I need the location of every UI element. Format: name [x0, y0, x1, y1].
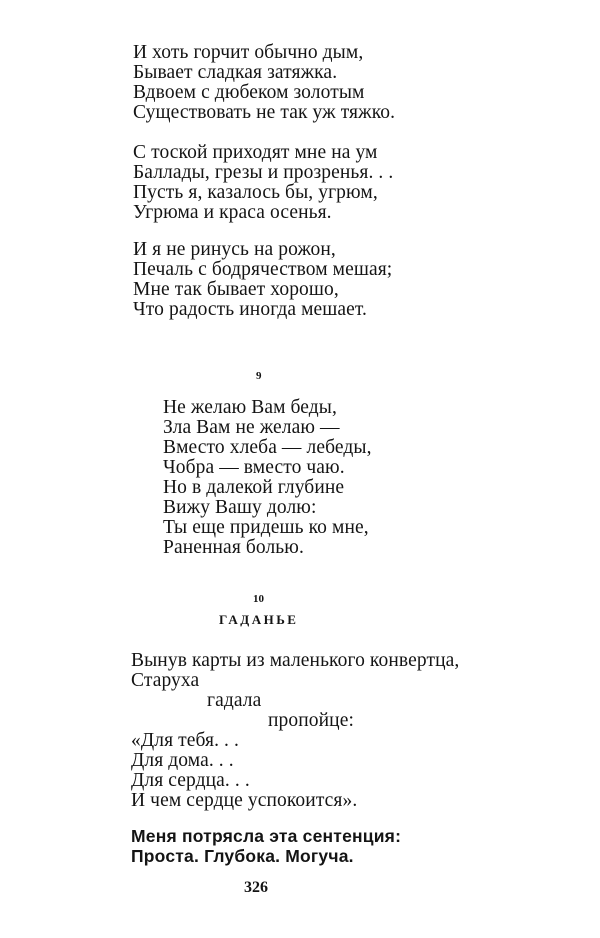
- poem-line: Старуха: [131, 670, 200, 691]
- poem-line: пропойце:: [268, 710, 354, 731]
- poem-line: Вместо хлеба — лебеды,: [163, 437, 372, 458]
- poem-line: Бывает сладкая затяжка.: [133, 62, 338, 83]
- poem-line: Вынув карты из маленького конвертца,: [131, 650, 460, 671]
- poem-line: Чобра — вместо чаю.: [163, 457, 345, 478]
- poem-line: И чем сердце успокоится».: [131, 790, 358, 811]
- poem-line: И хоть горчит обычно дым,: [133, 42, 364, 63]
- poem-line: Печаль с бодрячеством мешая;: [133, 259, 393, 280]
- poem-number: 10: [253, 593, 264, 605]
- poem-line: Не желаю Вам беды,: [163, 397, 337, 418]
- poem-line: Что радость иногда мешает.: [133, 299, 368, 320]
- poem-line: Мне так бывает хорошо,: [133, 279, 339, 300]
- poem-line: Баллады, грезы и прозренья. . .: [133, 162, 394, 183]
- poem-line: Но в далекой глубине: [163, 477, 345, 498]
- poem-line: И я не ринусь на рожон,: [133, 239, 336, 260]
- poem-line: С тоской приходят мне на ум: [133, 142, 378, 163]
- poem-line: гадала: [207, 690, 262, 711]
- poem-line: Пусть я, казалось бы, угрюм,: [133, 182, 378, 203]
- poem-line: Раненная болью.: [163, 537, 304, 558]
- poem-line: Угрюма и краса осенья.: [133, 202, 332, 223]
- poem-line: Вижу Вашу долю:: [163, 497, 317, 518]
- poem-line: «Для тебя. . .: [131, 730, 239, 751]
- poem-line: Ты еще придешь ко мне,: [163, 517, 369, 538]
- poem-line: Для сердца. . .: [131, 770, 250, 791]
- poem-title: ГАДАНЬЕ: [219, 612, 299, 627]
- poem-line: Зла Вам не желаю —: [163, 417, 340, 438]
- poem-line: Существовать не так уж тяжко.: [133, 102, 396, 123]
- poem-line-bold: Проста. Глубока. Могуча.: [131, 846, 354, 866]
- page-number: 326: [244, 879, 268, 896]
- poem-line-bold: Меня потрясла эта сентенция:: [131, 826, 402, 846]
- poem-line: Вдвоем с дюбеком золотым: [133, 82, 365, 103]
- poem-number: 9: [256, 370, 262, 382]
- poem-line: Для дома. . .: [131, 750, 234, 771]
